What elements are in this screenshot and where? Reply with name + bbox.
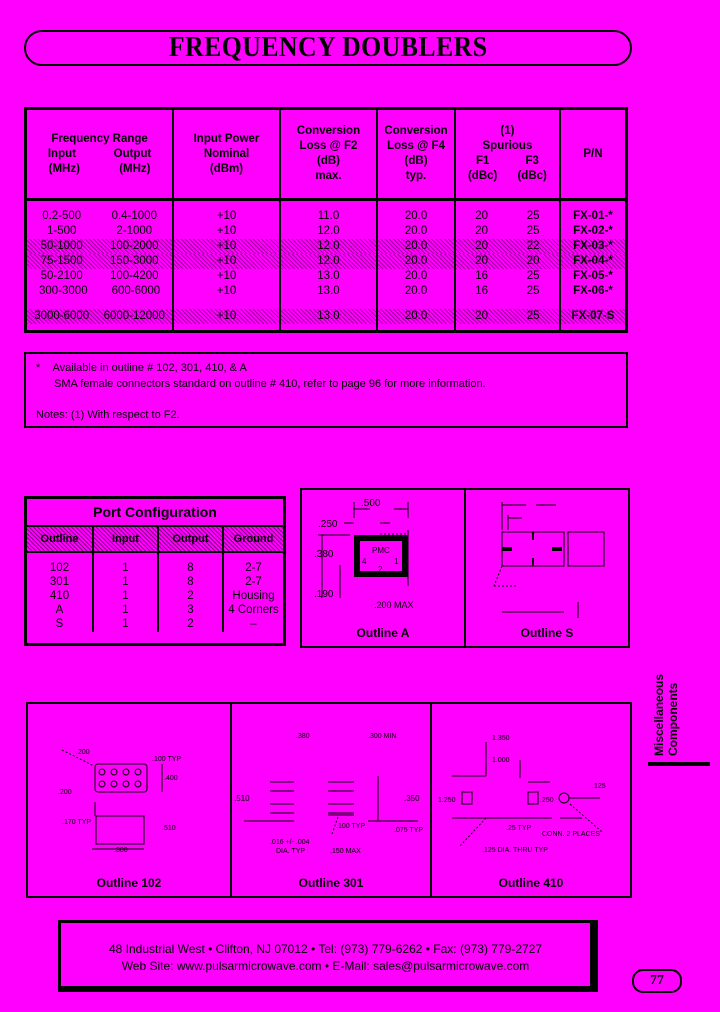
outline-s-drawing <box>464 488 630 648</box>
outline-a-dim-500: .500 <box>361 498 381 509</box>
outline-301-dim-dia: DIA. TYP <box>276 848 306 855</box>
spec-cell: 20.0 <box>404 270 428 282</box>
spec-cell: 13.0 <box>317 285 340 297</box>
loss-f2-column <box>280 200 377 331</box>
header-loss-f2: Conversion Loss @ F2 (dB) max. <box>280 110 377 200</box>
spec-cell: +10 <box>216 210 237 222</box>
spec-cell: 16 25 <box>475 285 540 297</box>
contact-footer <box>58 920 598 992</box>
outline-a-dim-190: .190 <box>314 589 334 600</box>
port-config-cell: 8 <box>187 562 194 574</box>
port-header-ground: Ground <box>223 527 283 552</box>
port-config-column <box>223 552 283 632</box>
section-tab-rule <box>648 762 710 766</box>
outline-a-pin4: 4 <box>362 557 367 566</box>
spec-cell: FX-03-* <box>561 239 625 254</box>
outline-410-drawing <box>430 702 632 898</box>
spec-cell: 12.0 <box>317 225 340 237</box>
outline-a-label: Outline A <box>356 626 410 640</box>
spec-cell: +10 <box>216 270 237 282</box>
spec-cell: 16 25 <box>475 270 540 282</box>
spec-cell: FX-01-* <box>573 210 613 222</box>
outline-410-dim-1: 1.350 <box>492 735 510 742</box>
outline-410-dim-4: .250 <box>540 797 554 804</box>
spec-cell: 0.2-500 0.4-1000 <box>42 210 157 222</box>
outline-102-dim-400: .400 <box>164 775 178 782</box>
notes-availability: * Available in outline # 102, 301, 410, & A <box>36 362 247 374</box>
outline-102-dim-170: .170 TYP <box>62 819 92 826</box>
outline-301-dim-300: .300 MIN <box>368 733 397 740</box>
outline-a-pmc-label: PMC <box>372 546 390 555</box>
spec-cell: 20.0 <box>378 254 454 269</box>
spec-cell: 20 25 <box>475 210 540 222</box>
spec-cell: 20 25 <box>475 225 540 237</box>
port-config-cell: – <box>250 618 257 630</box>
outline-102-dim-200b: .200 <box>58 789 72 796</box>
port-header-input: Input <box>93 527 158 552</box>
outline-301-diagram <box>232 704 430 864</box>
spec-cell: +10 <box>174 309 279 324</box>
port-config-cell: 1 <box>122 604 129 616</box>
port-config-cell: 3 <box>187 604 194 616</box>
notes-sma: SMA female connectors standard on outline # 410, refer to page 96 for more information. <box>54 378 486 390</box>
spec-cell: 20.0 <box>404 285 428 297</box>
page-title-banner <box>24 30 632 66</box>
part-number-column <box>560 200 625 331</box>
outline-301-label: Outline 301 <box>298 876 364 890</box>
outline-102-dim-200a: .200 <box>76 749 90 756</box>
port-config-column <box>27 552 93 632</box>
notes-box <box>24 352 628 428</box>
outline-s-diagram <box>466 490 628 620</box>
spurious-column <box>455 200 560 331</box>
outline-410-conn: CONN. 2 PLACES <box>542 831 600 838</box>
outline-301-dim-510: .510 <box>234 794 250 803</box>
port-config-column <box>158 552 223 632</box>
outline-301-dim-380: .380 <box>296 733 310 740</box>
port-config-cell: 4 Corners <box>228 604 279 616</box>
port-config-cell: 410 <box>49 590 70 602</box>
port-config-cell: S <box>55 618 64 630</box>
header-input-power: Input Power Nominal (dBm) <box>173 110 280 200</box>
outline-a-pin2: 2 <box>378 565 383 574</box>
outline-102-dim-100: .100 TYP <box>152 756 182 763</box>
spec-cell: 50-2100 100-4200 <box>40 270 159 282</box>
spec-cell: 13.0 <box>281 309 376 324</box>
spec-cell: 75-1500 150-3000 <box>27 254 172 269</box>
spec-cell: +10 <box>174 239 279 254</box>
port-config-cell: 1 <box>122 590 129 602</box>
port-config-cell: Housing <box>232 590 275 602</box>
spec-cell: 20.0 <box>378 309 454 324</box>
outline-102-dim-300: .300 <box>114 847 128 854</box>
spec-cell: 20.0 <box>378 239 454 254</box>
outline-301-dim-max: .150 MAX <box>330 848 361 855</box>
spec-cell: +10 <box>174 254 279 269</box>
port-config-cell: 2-7 <box>245 562 262 574</box>
port-config-cell: 102 <box>49 562 70 574</box>
outline-301-dim-100: .100 TYP <box>336 823 366 830</box>
outline-a-pin1: 1 <box>394 557 399 566</box>
outline-410-thru: .125 DIA. THRU TYP <box>482 847 548 854</box>
outline-a-diagram <box>302 490 464 620</box>
spec-cell: FX-07-S <box>561 309 625 324</box>
header-part-number: P/N <box>560 110 625 200</box>
spec-cell: 300-3000 600-6000 <box>38 285 161 297</box>
section-tab <box>646 673 710 772</box>
port-config-cell: A <box>55 604 64 616</box>
spec-cell: 1-500 2-1000 <box>46 225 153 237</box>
spec-cell: 50-1000 100-2000 <box>27 239 172 254</box>
page-number: 77 <box>632 969 682 993</box>
port-header-output: Output <box>158 527 223 552</box>
port-config-title: Port Configuration <box>27 499 283 527</box>
outline-s-label: Outline S <box>520 626 574 640</box>
input-power-column <box>173 200 280 331</box>
spec-cell: FX-05-* <box>573 270 613 282</box>
port-config-cell: 1 <box>122 618 129 630</box>
header-frequency-range: Frequency Range Input Output (MHz) (MHz) <box>27 110 173 200</box>
port-config-cell: 2 <box>187 618 194 630</box>
spec-cell: FX-04-* <box>561 254 625 269</box>
footer-address: 48 Industrial West • Clifton, NJ 07012 • Tel: (973) 779-6262 • Fax: (973) 779-2727 <box>108 942 543 956</box>
port-config-cell: 1 <box>122 576 129 588</box>
spec-table <box>24 107 628 333</box>
port-config-cell: 2-7 <box>245 576 262 588</box>
outline-410-dim-5: .125 <box>592 783 606 790</box>
outline-102-drawing <box>26 702 232 898</box>
outline-a-drawing <box>300 488 466 648</box>
spec-cell: FX-02-* <box>573 225 613 237</box>
spec-cell: 13.0 <box>317 270 340 282</box>
freq-range-column <box>27 200 173 331</box>
port-config-cell: 2 <box>187 590 194 602</box>
outline-301-dim-075: .075 TYP <box>394 827 424 834</box>
spec-cell: 20 20 <box>456 254 559 269</box>
outline-410-diagram <box>432 704 630 864</box>
outline-301-dim-350: .350 <box>404 794 420 803</box>
section-tab-label: Miscellaneous Components <box>652 673 680 756</box>
loss-f4-column <box>377 200 455 331</box>
outline-102-dim-510: .510 <box>162 825 176 832</box>
port-configuration-table <box>24 496 286 646</box>
port-config-cell: 8 <box>187 576 194 588</box>
spec-cell: 3000-6000 6000-12000 <box>27 309 172 324</box>
spec-cell: 20.0 <box>404 210 428 222</box>
port-config-column <box>93 552 158 632</box>
footer-web-email: Web Site: www.pulsarmicrowave.com • E-Mail: sales@pulsarmicrowave.com <box>121 959 530 973</box>
outline-102-diagram <box>28 704 230 864</box>
header-loss-f4: Conversion Loss @ F4 (dB) typ. <box>377 110 455 200</box>
outline-410-label: Outline 410 <box>498 876 564 890</box>
spec-cell: +10 <box>216 285 237 297</box>
outline-a-dim-380: .380 <box>314 549 334 560</box>
page-title: FREQUENCY DOUBLERS <box>168 32 488 63</box>
spec-cell: 12.0 <box>281 239 376 254</box>
outline-410-dim-3: 1.250 <box>438 797 456 804</box>
port-config-cell: 1 <box>122 562 129 574</box>
outline-410-dim-typ: .25 TYP <box>506 825 532 832</box>
spec-cell: 11.0 <box>317 210 340 222</box>
spec-cell: FX-06-* <box>573 285 613 297</box>
spec-cell: +10 <box>216 225 237 237</box>
spec-cell: 20 25 <box>456 309 559 324</box>
outline-a-dim-max: .200 MAX <box>374 600 414 610</box>
spec-cell: 12.0 <box>281 254 376 269</box>
outline-410-dim-2: 1.000 <box>492 757 510 764</box>
spec-cell: 20 22 <box>456 239 559 254</box>
port-header-outline: Outline <box>27 527 93 552</box>
outline-a-dim-250: .250 <box>318 519 338 530</box>
outline-301-drawing <box>230 702 432 898</box>
spec-cell: 20.0 <box>404 225 428 237</box>
port-config-cell: 301 <box>49 576 70 588</box>
notes-footnote: Notes: (1) With respect to F2. <box>36 409 180 421</box>
outline-102-label: Outline 102 <box>96 876 162 890</box>
header-spurious: (1) Spurious F1 F3 (dBc) (dBc) <box>455 110 560 200</box>
outline-301-dim-016: .016 +/- .004 <box>270 839 310 846</box>
